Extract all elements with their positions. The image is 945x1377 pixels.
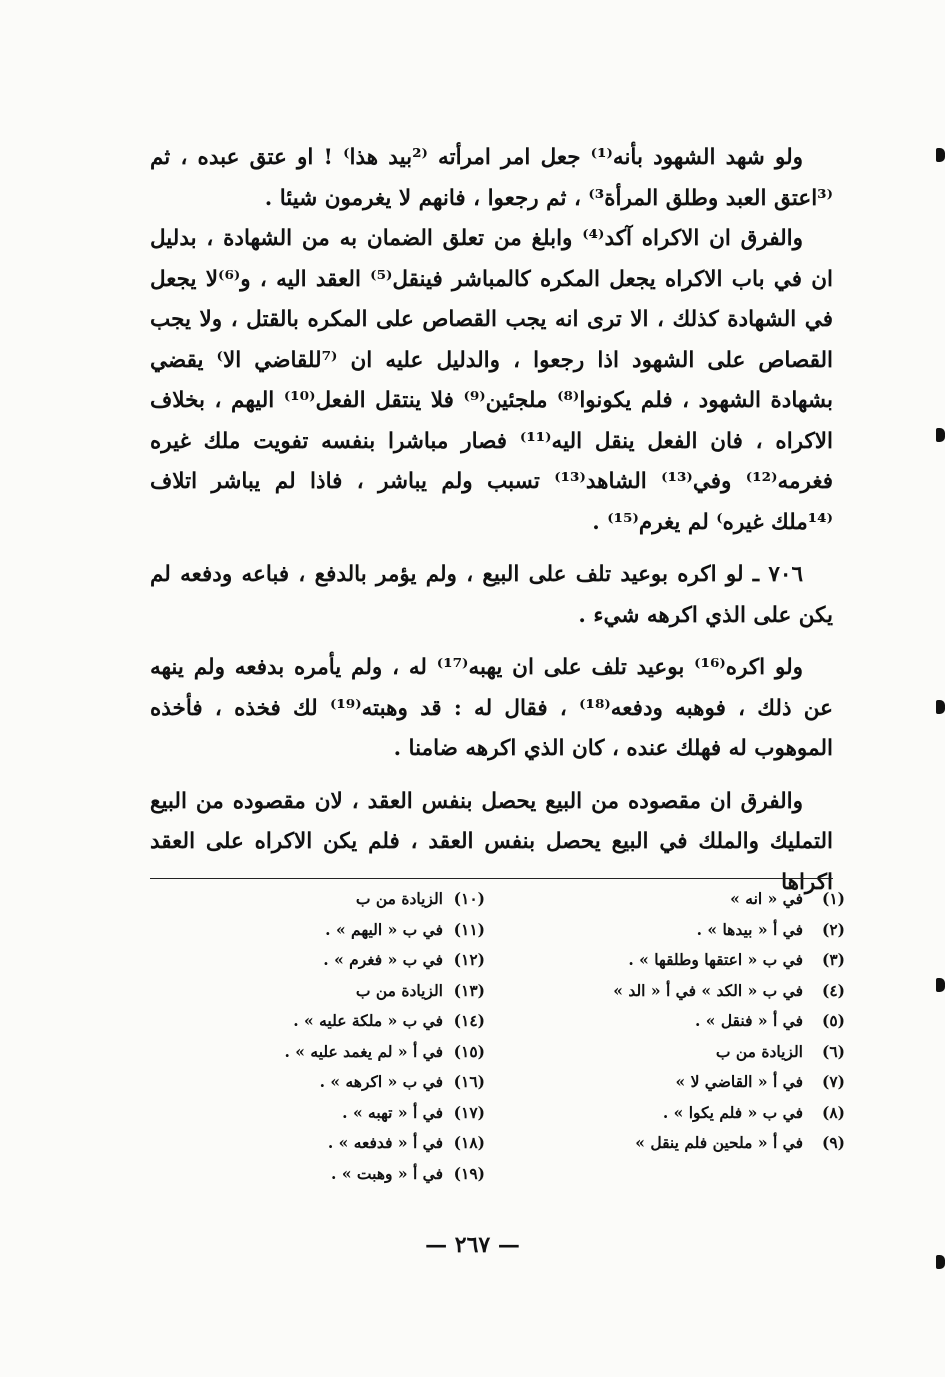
paragraph: ولو اكره⁽¹⁶⁾ بوعيد تلف على ان يهبه⁽¹⁷⁾ له ، ولم يأمره بدفعه ولم ينهه عن ذلك ، فوهبه ودفعه⁽¹⁸⁾ ، فقال له : قد وهبته⁽¹⁹⁾ لك فخذه ، فأخذه الموهوب له فهلك عنده ، كان الذي اكرهه ضامنا . xyxy=(150,655,833,761)
footnote-number: (١) xyxy=(821,889,845,908)
paragraph: ٧٠٦ ـ لو اكره بوعيد تلف على البيع ، ولم يؤمر بالدفع ، فباعه ودفعه لم يكن على الذي اكرهه شيء . xyxy=(150,562,833,628)
paragraph: والفرق ان مقصوده من البيع يحصل بنفس العقد ، لان مقصوده من البيع التمليك والملك في البيع يحصل بنفس العقد ، فلم يكن الاكراه على العقد اكراها xyxy=(150,788,833,895)
footnote-number: (١٧) xyxy=(453,1102,485,1122)
footnote-number: (١٨) xyxy=(453,1133,485,1152)
footnote-text: في أ « تهبه » . xyxy=(342,1102,443,1122)
footnote-number: (٧) xyxy=(821,1072,845,1091)
footnote-text: في أ « فدفعه » . xyxy=(327,1133,443,1152)
footnote-text: في أ « بيدها » . xyxy=(696,919,803,939)
footnote-number: (١٤) xyxy=(453,1011,485,1030)
footnote-item xyxy=(535,915,845,946)
scan-edge-mark xyxy=(936,700,945,714)
footnote-number: (٨) xyxy=(821,1102,845,1122)
scan-edge-mark xyxy=(936,1255,945,1269)
footnote-text: في أ « ملحين فلم ينقل » xyxy=(635,1133,803,1152)
scan-edge-mark xyxy=(936,978,945,992)
paragraph: والفرق ان الاكراه آكد⁽⁴⁾ وابلغ من تعلق الضمان به من الشهادة ، بدليل ان في باب الاكراه يجعل المكره كالمباشر فينقل⁽⁵⁾ العقد اليه ، و⁽⁶⁾لا يجعل في الشهادة كذلك ، الا ترى انه يجب القصاص على المكره بالقتل ، ولا يجب القصاص على الشهود اذا رجعوا ، والدليل عليه ان ⁽⁷للقاضي الا⁾ يقضي بشهادة الشهود ، فلم يكونوا⁽⁸⁾ ملجئين⁽⁹⁾ فلا ينتقل الفعل⁽¹⁰⁾ اليهم ، بخلاف الاكراه ، فان الفعل ينقل اليه⁽¹¹⁾ فصار مباشرا بنفسه تفويت ملك غيره فغرمه⁽¹²⁾ وفي⁽¹³⁾ الشاهد⁽¹³⁾ تسبب ولم يباشر ، فاذا لم يباشر اتلاف ⁽¹⁴ملك غيره⁾ لم يغرم⁽¹⁵⁾ . xyxy=(150,226,834,535)
footnote-text: في « انه » xyxy=(730,889,803,908)
scan-edge-mark xyxy=(936,428,945,442)
footnote-number: (١٢) xyxy=(453,950,485,969)
paragraph: ولو شهد الشهود بأنه⁽¹⁾ جعل امر امرأته ⁽²بيد هذا⁾ ! او عتق عبده ، ثم ⁽³اعتق العبد وطلق المرأة³⁾ ، ثم رجعوا ، فانهم لا يغرمون شيئا . xyxy=(150,145,833,211)
footnote-item xyxy=(285,1159,485,1190)
footnotes-right-column xyxy=(535,884,845,1159)
footnote-number: (٩) xyxy=(821,1133,845,1152)
footnote-item xyxy=(535,1098,845,1129)
footnote-number: (٣) xyxy=(821,950,845,969)
footnote-text: الزيادة من ب xyxy=(715,1041,803,1061)
footnote-item xyxy=(535,945,845,976)
footnote-text: في أ « وهبت » . xyxy=(331,1163,443,1183)
footnote-item xyxy=(535,1037,845,1068)
footnote-item xyxy=(535,1067,845,1098)
footnote-item xyxy=(285,884,485,915)
footnote-item xyxy=(535,1006,845,1037)
footnote-text: في ب « فغرم » . xyxy=(323,950,443,969)
footnote-item xyxy=(535,976,845,1007)
footnote-text: في ب « اكرهه » . xyxy=(319,1072,443,1091)
footnote-text: في أ « فنقل » . xyxy=(694,1011,803,1030)
main-text xyxy=(150,138,833,903)
footnote-separator xyxy=(150,878,833,879)
page-number: — ٢٦٧ — xyxy=(425,1232,520,1258)
footnote-text: في ب « اليهم » . xyxy=(325,919,443,939)
footnote-number: (٦) xyxy=(821,1041,845,1061)
footnote-number: (١١) xyxy=(453,919,485,939)
footnote-number: (٤) xyxy=(821,980,845,1000)
footnote-text: في أ « لم يغمد عليه » . xyxy=(284,1041,443,1061)
footnote-item xyxy=(285,945,485,976)
footnote-item xyxy=(285,1098,485,1129)
footnote-number: (١٦) xyxy=(453,1072,485,1091)
footnote-text: في أ « القاضي لا » xyxy=(675,1072,803,1091)
footnote-number: (١٥) xyxy=(453,1041,485,1061)
footnote-item xyxy=(285,976,485,1007)
footnote-item xyxy=(285,1067,485,1098)
scan-edge-mark xyxy=(936,148,945,162)
footnote-text: في ب « الكد » في أ « الد » xyxy=(613,980,803,1000)
footnote-item xyxy=(285,915,485,946)
footnote-item xyxy=(285,1037,485,1068)
footnote-number: (١٩) xyxy=(453,1163,485,1183)
footnote-item xyxy=(535,884,845,915)
footnote-number: (١٣) xyxy=(453,980,485,1000)
footnote-text: الزيادة من ب xyxy=(355,980,443,1000)
footnote-number: (٢) xyxy=(821,919,845,939)
footnote-item xyxy=(285,1006,485,1037)
footnote-text: في ب « فلم يكوا » . xyxy=(662,1102,803,1122)
footnote-number: (١٠) xyxy=(453,889,485,908)
footnote-text: في ب « ملكة عليه » . xyxy=(293,1011,443,1030)
footnote-number: (٥) xyxy=(821,1011,845,1030)
footnote-item xyxy=(535,1128,845,1159)
footnotes-left-column xyxy=(285,884,485,1189)
footnote-text: الزيادة من ب xyxy=(355,889,443,908)
footnote-text: في ب « اعتقها وطلقها » . xyxy=(628,950,803,969)
footnote-item xyxy=(285,1128,485,1159)
